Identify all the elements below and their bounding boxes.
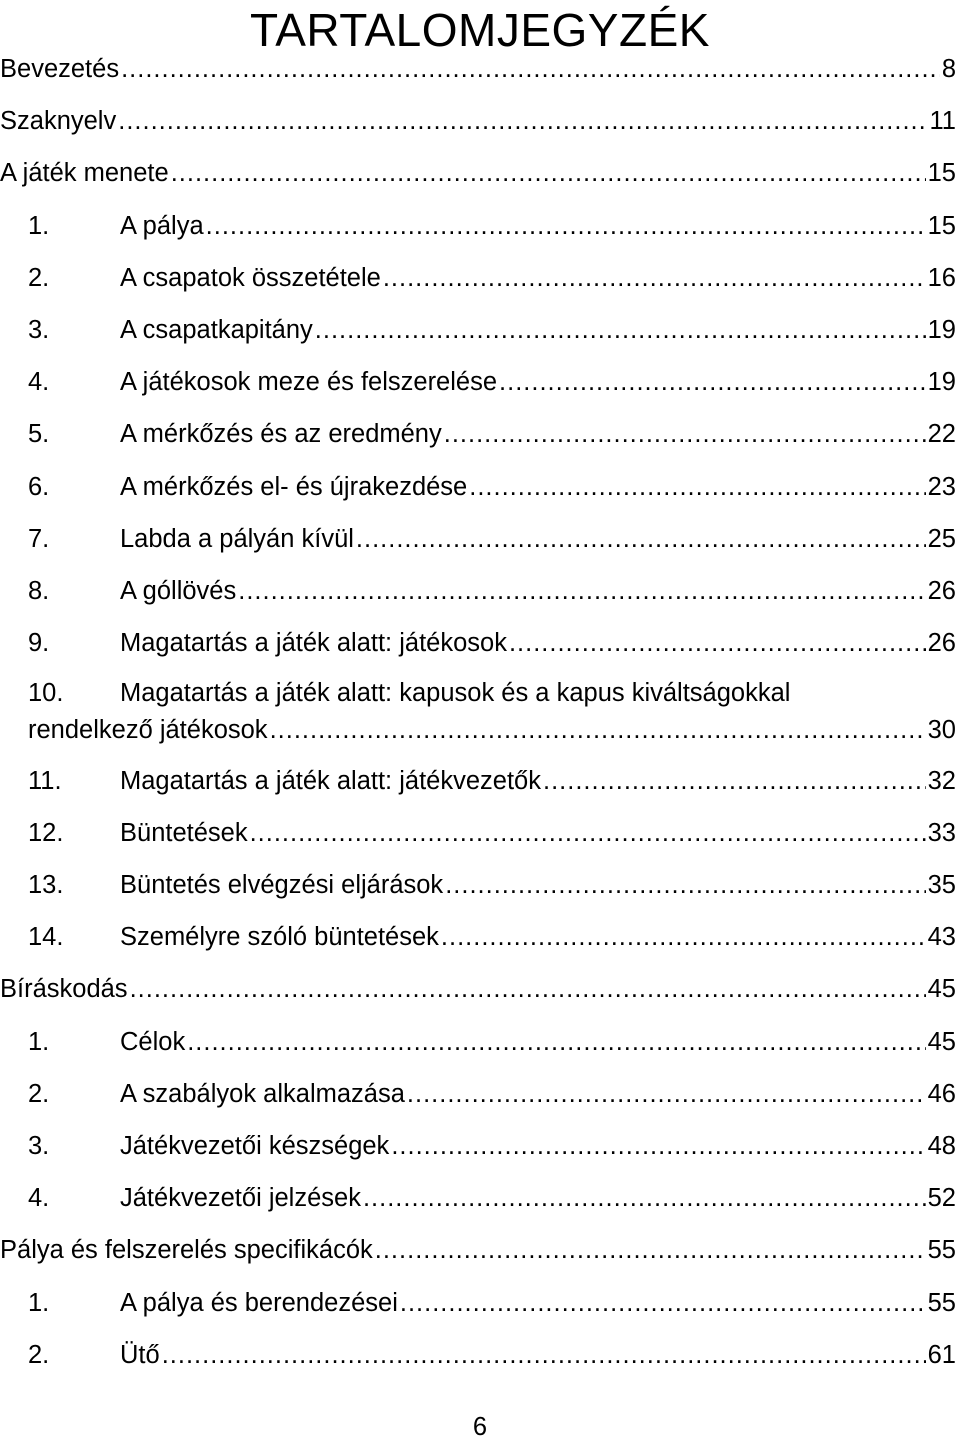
toc-entry-number: 3. [28, 1132, 50, 1160]
dot-leader [509, 623, 926, 663]
toc-entry-title: Személyre szóló büntetések [120, 923, 439, 952]
toc-entry[interactable] [0, 1126, 956, 1166]
toc-entry[interactable] [0, 917, 956, 957]
toc-entry-page: 55 [927, 1288, 956, 1317]
dot-leader [375, 1230, 926, 1270]
toc-entry-title: A pálya [120, 211, 204, 240]
dot-leader [363, 1178, 926, 1218]
toc-entry-page: 48 [927, 1132, 956, 1160]
dot-leader [469, 467, 925, 507]
dot-leader [270, 710, 926, 750]
dot-leader [400, 1283, 926, 1323]
toc-entry[interactable] [0, 677, 956, 750]
toc-entry-number: 1. [28, 211, 50, 240]
toc-entry-title: A csapatok összetétele [120, 263, 381, 292]
toc-entry-title: A pálya és berendezései [120, 1288, 398, 1317]
toc-entry-title: Célok [120, 1027, 186, 1056]
dot-leader [238, 571, 925, 611]
dot-leader [356, 519, 926, 559]
dot-leader [407, 1074, 926, 1114]
toc-entry-number: 2. [28, 263, 50, 292]
toc-entry-page: 45 [927, 975, 956, 1004]
toc-entry-title: Pálya és felszerelés specifikácók [0, 1236, 373, 1265]
toc-entry[interactable] [0, 813, 956, 853]
toc-entry-number: 10. [28, 679, 64, 708]
toc-entry[interactable] [0, 362, 956, 402]
toc-entry-number: 12. [28, 818, 64, 847]
toc-entry-page: 61 [927, 1340, 956, 1369]
toc-entry-title: A szabályok alkalmazása [120, 1079, 405, 1108]
toc-entry-page: 11 [929, 107, 956, 136]
dot-leader [118, 101, 927, 141]
toc-entry[interactable] [0, 969, 956, 1009]
toc-entry-title: A játék menete [0, 159, 169, 188]
toc-entry[interactable] [0, 310, 956, 350]
dot-leader [121, 49, 940, 89]
toc-entry-title: A csapatkapitány [120, 316, 313, 344]
toc-entry-number: 2. [28, 1079, 50, 1108]
toc-entry-page: 26 [927, 577, 956, 605]
toc-entry-number: 5. [28, 420, 50, 449]
dot-leader [315, 310, 926, 350]
toc-entry-page: 30 [927, 716, 956, 745]
toc-entry-page: 19 [927, 368, 956, 397]
toc-entry-page: 45 [927, 1027, 956, 1056]
toc-entry-page: 15 [927, 211, 956, 240]
toc-entry-number: 3. [28, 316, 50, 344]
dot-leader [391, 1126, 925, 1166]
toc-entry[interactable] [0, 1074, 956, 1114]
toc-entry-page: 55 [927, 1236, 956, 1265]
toc-entry[interactable] [0, 519, 956, 559]
toc-entry[interactable] [0, 1022, 956, 1062]
toc-entry-page: 15 [927, 159, 956, 188]
toc-entry-title: Játékvezetői jelzések [120, 1184, 361, 1213]
toc-entry[interactable] [0, 414, 956, 454]
toc-entry[interactable] [0, 258, 956, 298]
toc-title: TARTALOMJEGYZÉK [250, 4, 710, 56]
toc-entry-page: 33 [927, 818, 956, 847]
dot-leader [206, 206, 926, 246]
toc-entry-number: 13. [28, 871, 64, 899]
toc-entry-title: Magatartás a játék alatt: játékosok [120, 629, 507, 658]
page-number: 6 [472, 1413, 488, 1441]
dot-leader [187, 1022, 925, 1062]
toc-entry[interactable] [0, 623, 956, 663]
dot-leader [543, 761, 926, 801]
toc-entry-number: 4. [28, 1184, 50, 1213]
toc-entry-page: 35 [927, 871, 956, 899]
toc-entry[interactable] [0, 865, 956, 905]
toc-entry-title: Játékvezetői készségek [120, 1132, 390, 1160]
toc-entry-number: 6. [28, 472, 50, 501]
toc-entry-title: Szaknyelv [0, 107, 117, 136]
toc-entry-title: Magatartás a játék alatt: játékvezetők [120, 766, 541, 795]
toc-entry-page: 8 [941, 55, 956, 83]
toc-entry-title: A játékosok meze és felszerelése [120, 368, 498, 397]
toc-entry-page: 43 [927, 923, 956, 952]
dot-leader [445, 865, 925, 905]
toc-entry-title: A góllövés [120, 577, 237, 605]
dot-leader [383, 258, 926, 298]
toc-entry-page: 26 [927, 629, 956, 658]
toc-entry[interactable] [0, 1230, 956, 1270]
toc-entry-number: 1. [28, 1288, 50, 1317]
toc-entry[interactable] [0, 1178, 956, 1218]
toc-entry[interactable] [0, 761, 956, 801]
toc-entry-number: 9. [28, 629, 50, 658]
toc-entry-number: 8. [28, 577, 50, 605]
toc-entry-page: 46 [927, 1079, 956, 1108]
dot-leader [171, 153, 926, 193]
toc-entry-page: 52 [927, 1184, 956, 1213]
toc-entry-page: 16 [927, 263, 956, 292]
toc-entry-number: 2. [28, 1340, 50, 1369]
toc-entry[interactable] [0, 49, 956, 89]
toc-entry-number: 4. [28, 368, 50, 397]
toc-entry-page: 32 [927, 766, 956, 795]
toc-entry-title: Labda a pályán kívül [120, 524, 354, 553]
dot-leader [250, 813, 926, 853]
dot-leader [162, 1335, 926, 1375]
toc-entry-title: Ütő [120, 1340, 160, 1369]
dot-leader [444, 414, 926, 454]
toc-entry[interactable] [0, 467, 956, 507]
toc-entry-number: 14. [28, 923, 64, 952]
toc-entry-number: 1. [28, 1027, 50, 1056]
toc-entry-title: A mérkőzés és az eredmény [120, 420, 442, 449]
toc-entry[interactable] [0, 101, 956, 141]
toc-entry-title: Büntetések [120, 818, 248, 847]
toc-entry[interactable] [0, 1335, 956, 1375]
toc-entry[interactable] [0, 1283, 956, 1323]
toc-entry-title: Magatartás a játék alatt: kapusok és a kapus kiváltságokkal [120, 679, 791, 708]
dot-leader [499, 362, 926, 402]
dot-leader [441, 917, 926, 957]
toc-entry-title: A mérkőzés el- és újrakezdése [120, 472, 468, 501]
dot-leader [130, 969, 926, 1009]
toc-entry-number: 7. [28, 524, 50, 553]
toc-entry-page: 25 [927, 524, 956, 553]
toc-entry-page: 23 [927, 472, 956, 501]
toc-entry-title: Büntetés elvégzési eljárások [120, 871, 444, 899]
toc-entry-page: 19 [927, 316, 956, 344]
toc-entry[interactable] [0, 206, 956, 246]
toc-entry-title: Bíráskodás [0, 975, 128, 1004]
toc-entry-title-continued: rendelkező játékosok [28, 716, 268, 745]
toc-entry-number: 11. [28, 766, 62, 795]
toc-entry[interactable] [0, 153, 956, 193]
toc-entry-title: Bevezetés [0, 55, 120, 83]
toc-entry-page: 22 [927, 420, 956, 449]
toc-entry[interactable] [0, 571, 956, 611]
